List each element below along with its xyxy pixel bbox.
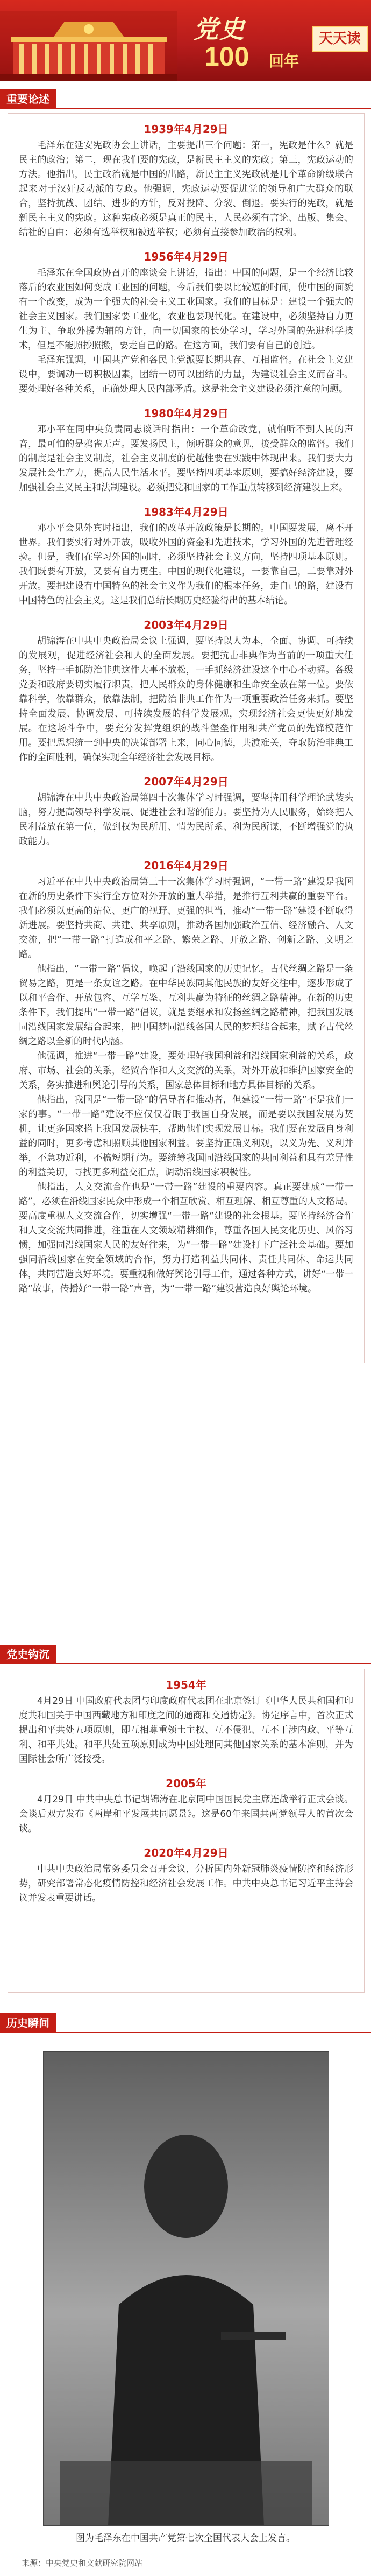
- history-date: 2005年: [166, 1777, 206, 1790]
- history-paragraph: 中共中央政治局常务委员会召开会议，分析国内外新冠肺炎疫情防控和经济形势，研究部署常态化疫情防控和经济社会发展工作。中共中央总书记习近平主持会议并发表重要讲话。: [19, 1864, 353, 1904]
- banner-suffix: 回年: [269, 52, 299, 70]
- section-tab-label: 重要论述: [0, 89, 56, 109]
- article-paragraph: 毛泽东强调，中国共产党和各民主党派要长期共存、互相监督。在社会主义建设中，要调动一切积极因素，团结一切可以团结的力量，为建设社会主义而奋斗。要处理好各种关系，正确处理人民内部矛盾。这是社会主义建设必须注意的问题。: [19, 355, 353, 395]
- article-1939: [8, 120, 364, 240]
- article-2007: [8, 773, 364, 849]
- section-divider: [0, 1663, 371, 1664]
- section-tab-label: 历史瞬间: [0, 2013, 56, 2033]
- banner-title: [194, 10, 306, 72]
- article-paragraph: 邓小平会见外宾时指出，我们的改革开放政策是长期的。中国要发展，离不开世界。我们要实行对外开放，吸收外国的资金和先进技术，学习外国的先进管理经验。但是，我们在学习外国的同时，必须坚持社会主义方向，坚持四项基本原则。我们既要有开放，又要有自力更生。中国的现代化建设，一要靠自己，二要靠对外开放。要把建设有中国特色的社会主义作为我们的根本任务，走自己的路，建设有中国特色的社会主义。这是我们总结长期历史经验得出的基本结论。: [19, 523, 353, 606]
- article-paragraph: 他指出，我国是“一带一路”的倡导者和推动者，但建设“一带一路”不是我们一家的事。“一带一路”建设不应仅仅着眼于我国自身发展，而是要以我国发展为契机，让更多国家搭上我国发展快车，帮助他们实现发展目标。我们要在发展自身利益的同时，更多考虑和照顾其他国家利益。要坚持正确义利观，以义为先、义利并举，不急功近利，不搞短期行为。要统筹我国同沿线国家的共同利益和具有差异性的利益关切，寻找更多利益交汇点，调动沿线国家积极性。: [19, 1094, 353, 1178]
- header-banner: [0, 0, 371, 81]
- history-1954: [8, 1676, 364, 1767]
- section-divider: [0, 108, 371, 109]
- historical-photo: [43, 2051, 329, 2526]
- article-paragraph: 胡锦涛在中共中央政治局会议上强调，要坚持以人为本，全面、协调、可持续的发展观，促进经济社会和人的全面发展。要把抗击非典作为当前的一项重大任务，坚持一手抓防治非典这件大事不放松，一手抓经济建设这个中心不动摇。各级党委和政府要切实履行职责，把人民群众的身体健康和生命安全放在第一位。要依靠科学，依靠群众，依靠法制，把防治非典工作作为一项重要政治任务来抓。要坚持全面发展、协调发展、可持续发展的科学发展观，实现经济社会更快更好地发展。在这场斗争中，要充分发挥党组织的战斗堡垒作用和共产党员的先锋模范作用。要把思想统一到中央的决策部署上来，同心同德，共渡难关，夺取防治非典工作的全面胜利，确保实现全年经济社会发展目标。: [19, 636, 353, 763]
- article-date: 1956年4月29日: [144, 250, 229, 263]
- section-tab-label: 党史钩沉: [0, 1645, 56, 1664]
- section-header-photo: [0, 2013, 371, 2033]
- article-date: 1939年4月29日: [144, 123, 229, 136]
- article-paragraph: 邓小平在同中央负责同志谈话时指出：一个革命政党，就怕听不到人民的声音，最可怕的是鸦雀无声。要发扬民主，倾听群众的意见，接受群众的监督。我们的制度是社会主义制度，社会主义制度的优越性要在实践中体现出来。我们要大力发展社会生产力，提高人民生活水平。要坚持四项基本原则，要搞好经济建设，要加强社会主义民主和法制建设。必须把党和国家的工作重点转移到经济建设上来。: [19, 424, 353, 493]
- article-1980: [8, 404, 364, 495]
- history-paragraph: 4月29日 中国政府代表团与印度政府代表团在北京签订《中华人民共和国和印度共和国关于中国西藏地方和印度之间的通商和交通协定》。协定序言中，首次正式提出和平共处五项原则，即互相尊重领土主权、互不侵犯、互不干涉内政、平等互利、和平共处。和平共处五项原则成为中国处理同其他国家关系的基本准则，并为国际社会所广泛接受。: [19, 1696, 353, 1765]
- article-date: 1980年4月29日: [144, 407, 229, 420]
- article-date: 1983年4月29日: [144, 506, 229, 518]
- history-date: 2020年4月29日: [144, 1847, 229, 1859]
- history-2005: [8, 1774, 364, 1836]
- article-paragraph: 他强调，推进“一带一路”建设，要处理好我国利益和沿线国家利益的关系，政府、市场、社会的关系，经贸合作和人文交流的关系，对外开放和维护国家安全的关系，务实推进和舆论引导的关系，国家总体目标和地方具体目标的关系。: [19, 1051, 353, 1091]
- article-date: 2007年4月29日: [144, 775, 229, 788]
- article-paragraph: 胡锦涛在中共中央政治局第四十次集体学习时强调，要坚持用科学理论武装头脑，努力提高领导科学发展、促进社会和谐的能力。要坚持为人民服务，始终把人民利益放在第一位，做到权为民所用、情为民所系、利为民所谋，不断增强党的执政能力。: [19, 792, 353, 847]
- history-2020: [8, 1844, 364, 1906]
- history-paragraph: 4月29日 中共中央总书记胡锦涛在北京同中国国民党主席连战举行正式会谈。会谈后双方发布《两岸和平发展共同愿景》。这是60年来国共两党领导人的首次会谈。: [19, 1794, 353, 1834]
- important-articles-box: [8, 113, 365, 1363]
- section-divider: [0, 2032, 371, 2033]
- article-1956: [8, 248, 364, 397]
- section-header-history: [0, 1645, 371, 1664]
- source-credit: 来源：中央党史和文献研究院网站: [22, 2558, 143, 2568]
- great-hall-illustration: [0, 11, 177, 81]
- section-header-important: [0, 89, 371, 109]
- article-paragraph: 毛泽东在全国政协召开的座谈会上讲话，指出：中国的问题，是一个经济比较落后的农业国如何变成工业国的问题，今后我们要以比较短的时间，使中国的面貌有一个改变，成为一个强大的社会主义工业国家。我们的目标是：建设一个强大的社会主义国家。我们国家要工业化，农业也要现代化。在建设中，必须坚持自力更生为主、争取外援为辅的方针，向一切国家的长处学习，学习外国的先进科学技术，但是不能照抄照搬，要走自己的路。在这方面，我们要有自己的创造。: [19, 268, 353, 351]
- article-date: 2003年4月29日: [144, 619, 229, 631]
- speaker-silhouette: [44, 2052, 329, 2525]
- banner-number: 100: [204, 41, 249, 72]
- history-date: 1954年: [166, 1679, 206, 1691]
- daily-badge: 天天读: [312, 26, 368, 52]
- banner-word: 党史: [194, 15, 245, 44]
- article-2003: [8, 616, 364, 765]
- photo-caption: 图为毛泽东在中国共产党第七次全国代表大会上发言。: [76, 2533, 295, 2544]
- article-paragraph: 他指出，人文交流合作也是“一带一路”建设的重要内容。真正要建成“一带一路”，必须在沿线国家民众中形成一个相互欣赏、相互理解、相互尊重的人文格局。要高度重视人文交流合作，切实增强“一带一路”建设的社会根基。要坚持经济合作和人文交流共同推进，注重在人文领域精耕细作，尊重各国人民文化历史、风俗习惯，加强同沿线国家人民的友好往来，为“一带一路”建设打下广泛社会基础。要加强同沿线国家在安全领域的合作，努力打造利益共同体、责任共同体、命运共同体，共同营造良好环境。要重视和做好舆论引导工作，通过各种方式，讲好“一带一路”故事，传播好“一带一路”声音，为“一带一路”建设营造良好舆论环境。: [19, 1182, 353, 1294]
- history-box: [8, 1669, 365, 1993]
- article-paragraph: 他指出，“一带一路”倡议，唤起了沿线国家的历史记忆。古代丝绸之路是一条贸易之路，更是一条友谊之路。在中华民族同其他民族的友好交往中，逐步形成了以和平合作、开放包容、互学互鉴、互利共赢为特征的丝绸之路精神。在新的历史条件下，我们提出“一带一路”倡议，就是要继承和发扬丝绸之路精神，把我国发展同沿线国家发展结合起来，把中国梦同沿线各国人民的梦想结合起来，赋予古代丝绸之路以全新的时代内涵。: [19, 964, 353, 1047]
- article-2016: [8, 857, 364, 1296]
- article-paragraph: 毛泽东在延安宪政协会上讲话，主要提出三个问题：第一，宪政是什么？就是民主的政治；第二，现在我们要的宪政，是新民主主义的宪政；第三，宪政运动的方法。他指出，民主政治就是中国的出路，新民主主义宪政就是几个革命阶级联合起来对于汉奸反动派的专政。他强调，宪政运动要促进党的领导和广大群众的联合，坚持抗战、团结、进步的方针，反对投降、分裂、倒退。要实行的宪政，就是新民主主义的宪政。这种宪政必须是真正的民主，人民必须有言论、出版、集会、结社的自由；必须有选举权和被选举权；必须有直接参加政治的权利。: [19, 140, 353, 238]
- article-date: 2016年4月29日: [144, 859, 229, 872]
- article-1983: [8, 503, 364, 608]
- article-paragraph: 习近平在中共中央政治局第三十一次集体学习时强调，“一带一路”建设是我国在新的历史条件下实行全方位对外开放的重大举措，是推行互利共赢的重要平台。我们必须以更高的站位、更广的视野、更强的担当，推动“一带一路”建设不断取得新进展。要坚持共商、共建、共享原则，推动各国加强政治互信、经济融合、人文交流，把“一带一路”打造成和平之路、繁荣之路、开放之路、创新之路、文明之路。: [19, 876, 353, 960]
